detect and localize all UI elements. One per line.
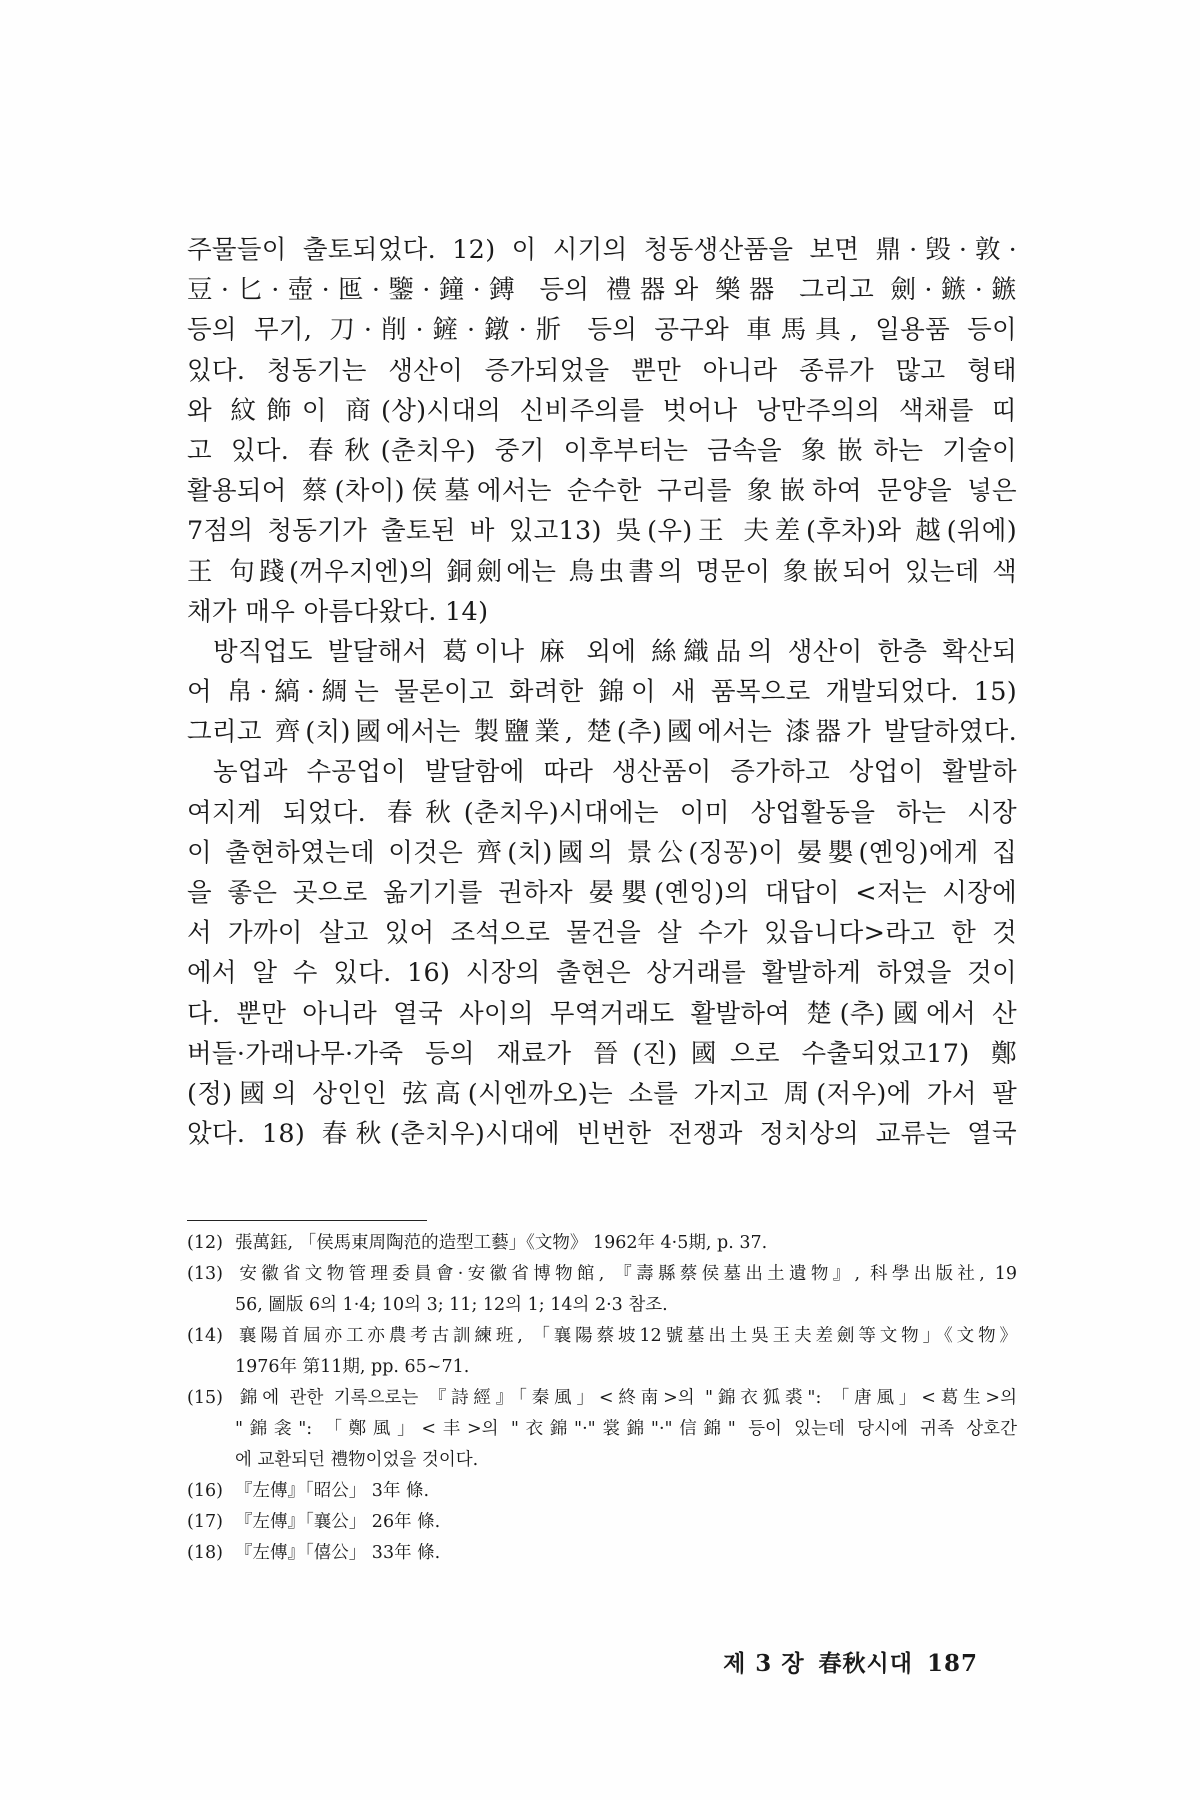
text-line: 있다. 청동기는 생산이 증가되었을 뿐만 아니라 종류가 많고 형태 [187, 355, 1017, 386]
text-line: 방직업도 발달해서 葛이나 麻 외에 絲織品의 생산이 한층 확산되 [213, 636, 1017, 667]
main-text [187, 230, 1017, 1154]
footnote-text: 『左傳』「襄公」 26年 條. [235, 1512, 441, 1532]
footnote-text: 錦에 관한 기록으로는 『詩經』「秦風」<終南>의 "錦衣狐裘": 「唐風」<葛生>의 [235, 1388, 1017, 1408]
footnote-text: 襄陽首屆亦工亦農考古訓練班, 「襄陽蔡坡12號墓出土吳王夫差劍等文物」《文物》 [235, 1326, 1017, 1346]
text-line: 서 가까이 살고 있어 조석으로 물건을 살 수가 있읍니다>라고 한 것 [187, 918, 1017, 949]
text-line: 와 紋飾이 商(상)시대의 신비주의를 벗어나 낭만주의의 색채를 띠 [187, 395, 1017, 426]
text-line: 그리고 齊(치)國에서는 製鹽業, 楚(추)國에서는 漆器가 발달하였다. [187, 717, 1017, 748]
paragraph [187, 230, 1017, 632]
text-line: 어 帛·縞·綢는 물론이고 화려한 錦이 새 품목으로 개발되었다. 15) [187, 677, 1017, 708]
text-line: 채가 매우 아름다왔다. 14) [187, 596, 489, 627]
footnote-text: 『左傳』「昭公」 3年 條. [235, 1481, 430, 1501]
text-line: 豆·匕·壺·匜·鑒·鐘·鎛 등의 禮器와 樂器 그리고 劍·鏃·鏃 [187, 275, 1017, 306]
footnote-line [187, 1507, 1017, 1538]
footnote-number: (14) [187, 1326, 223, 1346]
footnote-number: (16) [187, 1481, 223, 1501]
text-line: 았다. 18) 春秋(춘치우)시대에 빈번한 전쟁과 정치상의 교류는 열국 [187, 1119, 1017, 1150]
footnote-number: (12) [187, 1233, 223, 1253]
text-line: 7점의 청동기가 출토된 바 있고13) 吳(우)王 夫差(후차)와 越(위에) [187, 516, 1017, 547]
footnote-line [187, 1259, 1017, 1290]
text-line: (정)國의 상인인 弦高(시엔까오)는 소를 가지고 周(저우)에 가서 팔 [187, 1078, 1017, 1109]
text-line: 버들·가래나무·가죽 등의 재료가 晉(진)國으로 수출되었고17) 鄭 [187, 1038, 1017, 1069]
footnote-line: 56, 圖版 6의 1·4; 10의 3; 11; 12의 1; 14의 2·3 참조. [235, 1295, 668, 1315]
text-line: 을 좋은 곳으로 옮기기를 권하자 晏嬰(옌잉)의 대답이 <저는 시장에 [187, 878, 1017, 908]
footnote-text: 『左傳』「僖公」 33年 條. [235, 1543, 441, 1563]
text-line: 활용되어 蔡(차이)侯墓에서는 순수한 구리를 象嵌하여 문양을 넣은 [187, 476, 1017, 507]
text-line: 주물들이 출토되었다. 12) 이 시기의 청동생산품을 보면 鼎·毁·敦· [187, 235, 1017, 265]
text-line: 등의 무기, 刀·削·鏟·鐓·斨 등의 공구와 車馬具, 일용품 등이 [187, 315, 1017, 346]
footnote-line [187, 1476, 1017, 1507]
footnotes [187, 1228, 1017, 1569]
text-line: 이 출현하였는데 이것은 齊(치)國의 景公(징꽁)이 晏嬰(옌잉)에게 집 [187, 837, 1017, 868]
text-line: 에서 알 수 있다. 16) 시장의 출현은 상거래를 활발하게 하였을 것이 [187, 958, 1017, 989]
text-line: 다. 뿐만 아니라 열국 사이의 무역거래도 활발하여 楚(추)國에서 산 [187, 998, 1017, 1029]
footnote-number: (15) [187, 1388, 223, 1408]
footnote [187, 1228, 1017, 1259]
paragraph [187, 632, 1017, 753]
footnote-line: 1976年 第11期, pp. 65~71. [235, 1357, 470, 1377]
text-line: 농업과 수공업이 발달함에 따라 생산품이 증가하고 상업이 활발하 [213, 757, 1017, 788]
chapter-title: 春秋시대 [818, 1650, 913, 1677]
running-footer [0, 1645, 978, 1678]
footnote-number: (13) [187, 1264, 223, 1284]
footnote [187, 1259, 1017, 1321]
footnote-line: 에 교환되던 禮物이었을 것이다. [235, 1450, 479, 1470]
footnote-number: (18) [187, 1543, 223, 1563]
footnote-line [187, 1383, 1017, 1414]
paragraph [187, 752, 1017, 1154]
text-line: 여지게 되었다. 春秋(춘치우)시대에는 이미 상업활동을 하는 시장 [187, 797, 1017, 828]
footnote-divider [187, 1220, 427, 1221]
footnote [187, 1507, 1017, 1538]
text-line: 王 句踐(꺼우지엔)의 銅劍에는 鳥虫書의 명문이 象嵌되어 있는데 색 [187, 556, 1017, 587]
footnote-text: 安徽省文物管理委員會·安徽省博物館, 『壽縣蔡侯墓出土遺物』, 科學出版社, 19 [235, 1264, 1017, 1284]
footnote [187, 1538, 1017, 1569]
footnote-line: "錦衾": 「鄭風」<丰>의 "衣錦"·"裳錦"·"信錦" 등이 있는데 당시에 귀족 상호간 [235, 1419, 1017, 1439]
chapter-label: 제 3 장 [723, 1650, 805, 1677]
footnote [187, 1321, 1017, 1383]
footnote-line [187, 1228, 1017, 1259]
text-line: 고 있다. 春秋(춘치우) 중기 이후부터는 금속을 象嵌하는 기술이 [187, 435, 1017, 466]
footnote-text: 張萬鈺, 「侯馬東周陶范的造型工藝」《文物》 1962年 4·5期, p. 37. [235, 1233, 768, 1253]
footnote-number: (17) [187, 1512, 223, 1532]
footnote [187, 1476, 1017, 1507]
footnote-line [187, 1538, 1017, 1569]
footnote [187, 1383, 1017, 1476]
page-number: 187 [926, 1650, 978, 1677]
footnote-line [187, 1321, 1017, 1352]
